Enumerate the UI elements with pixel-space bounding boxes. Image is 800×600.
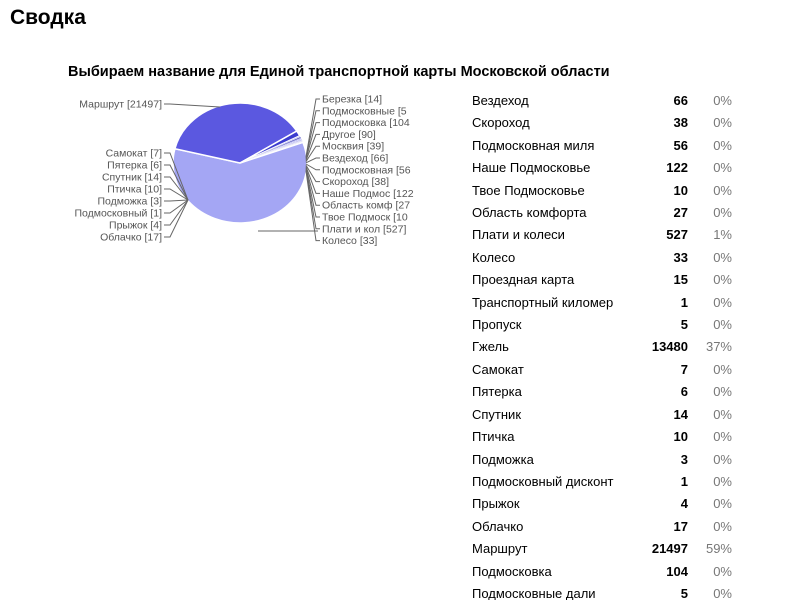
table-row [472, 135, 732, 157]
row-count: 66 [673, 93, 688, 108]
table-row [472, 583, 732, 600]
row-name: Птичка [472, 429, 515, 445]
slice-label: Пятерка [6] [107, 159, 162, 172]
pie-chart [0, 88, 420, 248]
table-row [472, 538, 732, 560]
slice-label: Маршрут [21497] [79, 98, 162, 111]
row-percent: 0% [713, 317, 732, 333]
slice-label: Подмосковный [1] [74, 207, 162, 220]
row-count: 10 [673, 429, 688, 445]
row-percent: 0% [713, 137, 732, 153]
row-count: 5 [680, 585, 688, 600]
table-row [472, 336, 732, 358]
row-name: Пятерка [472, 384, 522, 400]
row-count: 13480 [651, 339, 688, 355]
table-row [472, 516, 732, 538]
row-name: Подмосковная миля [472, 137, 595, 153]
row-name: Гжель [472, 339, 509, 355]
row-percent: 0% [713, 115, 732, 131]
table-row [472, 247, 732, 269]
table-row [472, 561, 732, 583]
row-percent: 0% [713, 451, 732, 467]
table-row [472, 90, 732, 112]
table-row [472, 224, 732, 246]
row-name: Спутник [472, 406, 522, 422]
row-name: Плати и колеси [472, 227, 565, 243]
row-count: 27 [673, 205, 688, 221]
row-count: 56 [673, 137, 688, 153]
slice-label: Другое [90] [322, 128, 376, 141]
page-heading: Сводка [10, 6, 86, 29]
slice-label: Наше Подмос [122 [322, 187, 414, 200]
row-percent: 37% [705, 339, 732, 355]
row-percent: 0% [713, 496, 732, 512]
table-row [472, 202, 732, 224]
row-count: 1 [680, 473, 688, 489]
leader-line [164, 104, 220, 107]
table-row [472, 269, 732, 291]
row-percent: 0% [713, 563, 732, 579]
row-name: Облачко [472, 518, 524, 534]
row-percent: 0% [713, 93, 732, 108]
slice-label: Твое Подмоск [10 [322, 211, 408, 224]
slice-label: Подмосковка [104 [322, 117, 410, 130]
table-row [472, 157, 732, 179]
table-row [472, 449, 732, 471]
table-row [472, 404, 732, 426]
slice-label: Птичка [10] [107, 183, 162, 196]
row-percent: 0% [713, 361, 732, 377]
leader-line [164, 200, 188, 201]
row-name: Транспортный киломер [472, 294, 614, 310]
slice-label: Плати и кол [527] [322, 223, 407, 236]
row-name: Скороход [472, 115, 530, 131]
table-row [472, 112, 732, 134]
summary-table [472, 90, 732, 600]
row-percent: 0% [713, 160, 732, 176]
row-name: Твое Подмосковье [472, 182, 585, 198]
slice-label: Подмосковные [5 [322, 105, 407, 118]
table-row [472, 493, 732, 515]
row-name: Область комфорта [472, 205, 587, 221]
row-percent: 0% [713, 518, 732, 534]
row-percent: 0% [713, 384, 732, 400]
row-percent: 1% [713, 227, 732, 243]
row-percent: 0% [713, 182, 732, 198]
slice-label: Область комф [27 [322, 199, 411, 212]
slice-label: Самокат [7] [105, 147, 162, 160]
row-count: 6 [680, 384, 688, 400]
table-row [472, 180, 732, 202]
row-percent: 0% [713, 294, 732, 310]
row-percent: 0% [713, 406, 732, 422]
table-row [472, 426, 732, 448]
row-percent: 0% [713, 429, 732, 445]
slice-label: Москвия [39] [322, 140, 385, 153]
table-row [472, 381, 732, 403]
row-count: 4 [680, 496, 688, 512]
slice-label: Вездеход [66] [322, 152, 389, 165]
row-count: 3 [680, 451, 688, 467]
table-row [472, 471, 732, 493]
row-name: Подможка [472, 451, 534, 467]
row-name: Подмосковные дали [472, 585, 596, 600]
row-count: 15 [673, 272, 688, 288]
row-count: 1 [680, 294, 688, 310]
slice-label: Спутник [14] [101, 171, 162, 184]
slice-label: Скороход [38] [322, 176, 389, 189]
slice-label: Облачко [17] [100, 231, 162, 244]
row-name: Вездеход [472, 93, 529, 108]
row-name: Самокат [472, 361, 524, 377]
row-count: 122 [666, 160, 688, 176]
row-percent: 0% [713, 473, 732, 489]
row-name: Колесо [472, 249, 516, 265]
slice-label: Прыжок [4] [109, 219, 162, 232]
row-count: 17 [673, 518, 688, 534]
table-row [472, 292, 732, 314]
row-count: 21497 [651, 541, 688, 557]
row-name: Маршрут [472, 541, 528, 557]
row-name: Прыжок [472, 496, 520, 512]
row-count: 38 [673, 115, 688, 131]
slice-label: Подмосковная [56 [322, 164, 411, 177]
row-name: Проездная карта [472, 272, 575, 288]
row-count: 527 [666, 227, 688, 243]
table-row [472, 359, 732, 381]
row-count: 7 [680, 361, 688, 377]
slice-label: Колесо [33] [322, 235, 378, 248]
row-percent: 0% [713, 205, 732, 221]
row-count: 10 [673, 182, 688, 198]
row-count: 33 [673, 249, 688, 265]
slice-label: Подможка [3] [97, 195, 162, 208]
row-count: 104 [666, 563, 688, 579]
row-name: Пропуск [472, 317, 522, 333]
row-percent: 59% [705, 541, 732, 557]
row-percent: 0% [713, 249, 732, 265]
row-name: Наше Подмосковье [472, 160, 591, 176]
row-name: Подмосковный дисконт [472, 473, 614, 489]
row-name: Подмосковка [472, 563, 552, 579]
slice-label: Березка [14] [322, 93, 383, 106]
table-row [472, 314, 732, 336]
row-percent: 0% [713, 272, 732, 288]
row-count: 5 [680, 317, 688, 333]
row-count: 14 [673, 406, 688, 422]
summary-table-container [472, 90, 792, 600]
chart-title: Выбираем название для Единой транспортной карты Московской области [68, 64, 610, 80]
row-percent: 0% [713, 585, 732, 600]
